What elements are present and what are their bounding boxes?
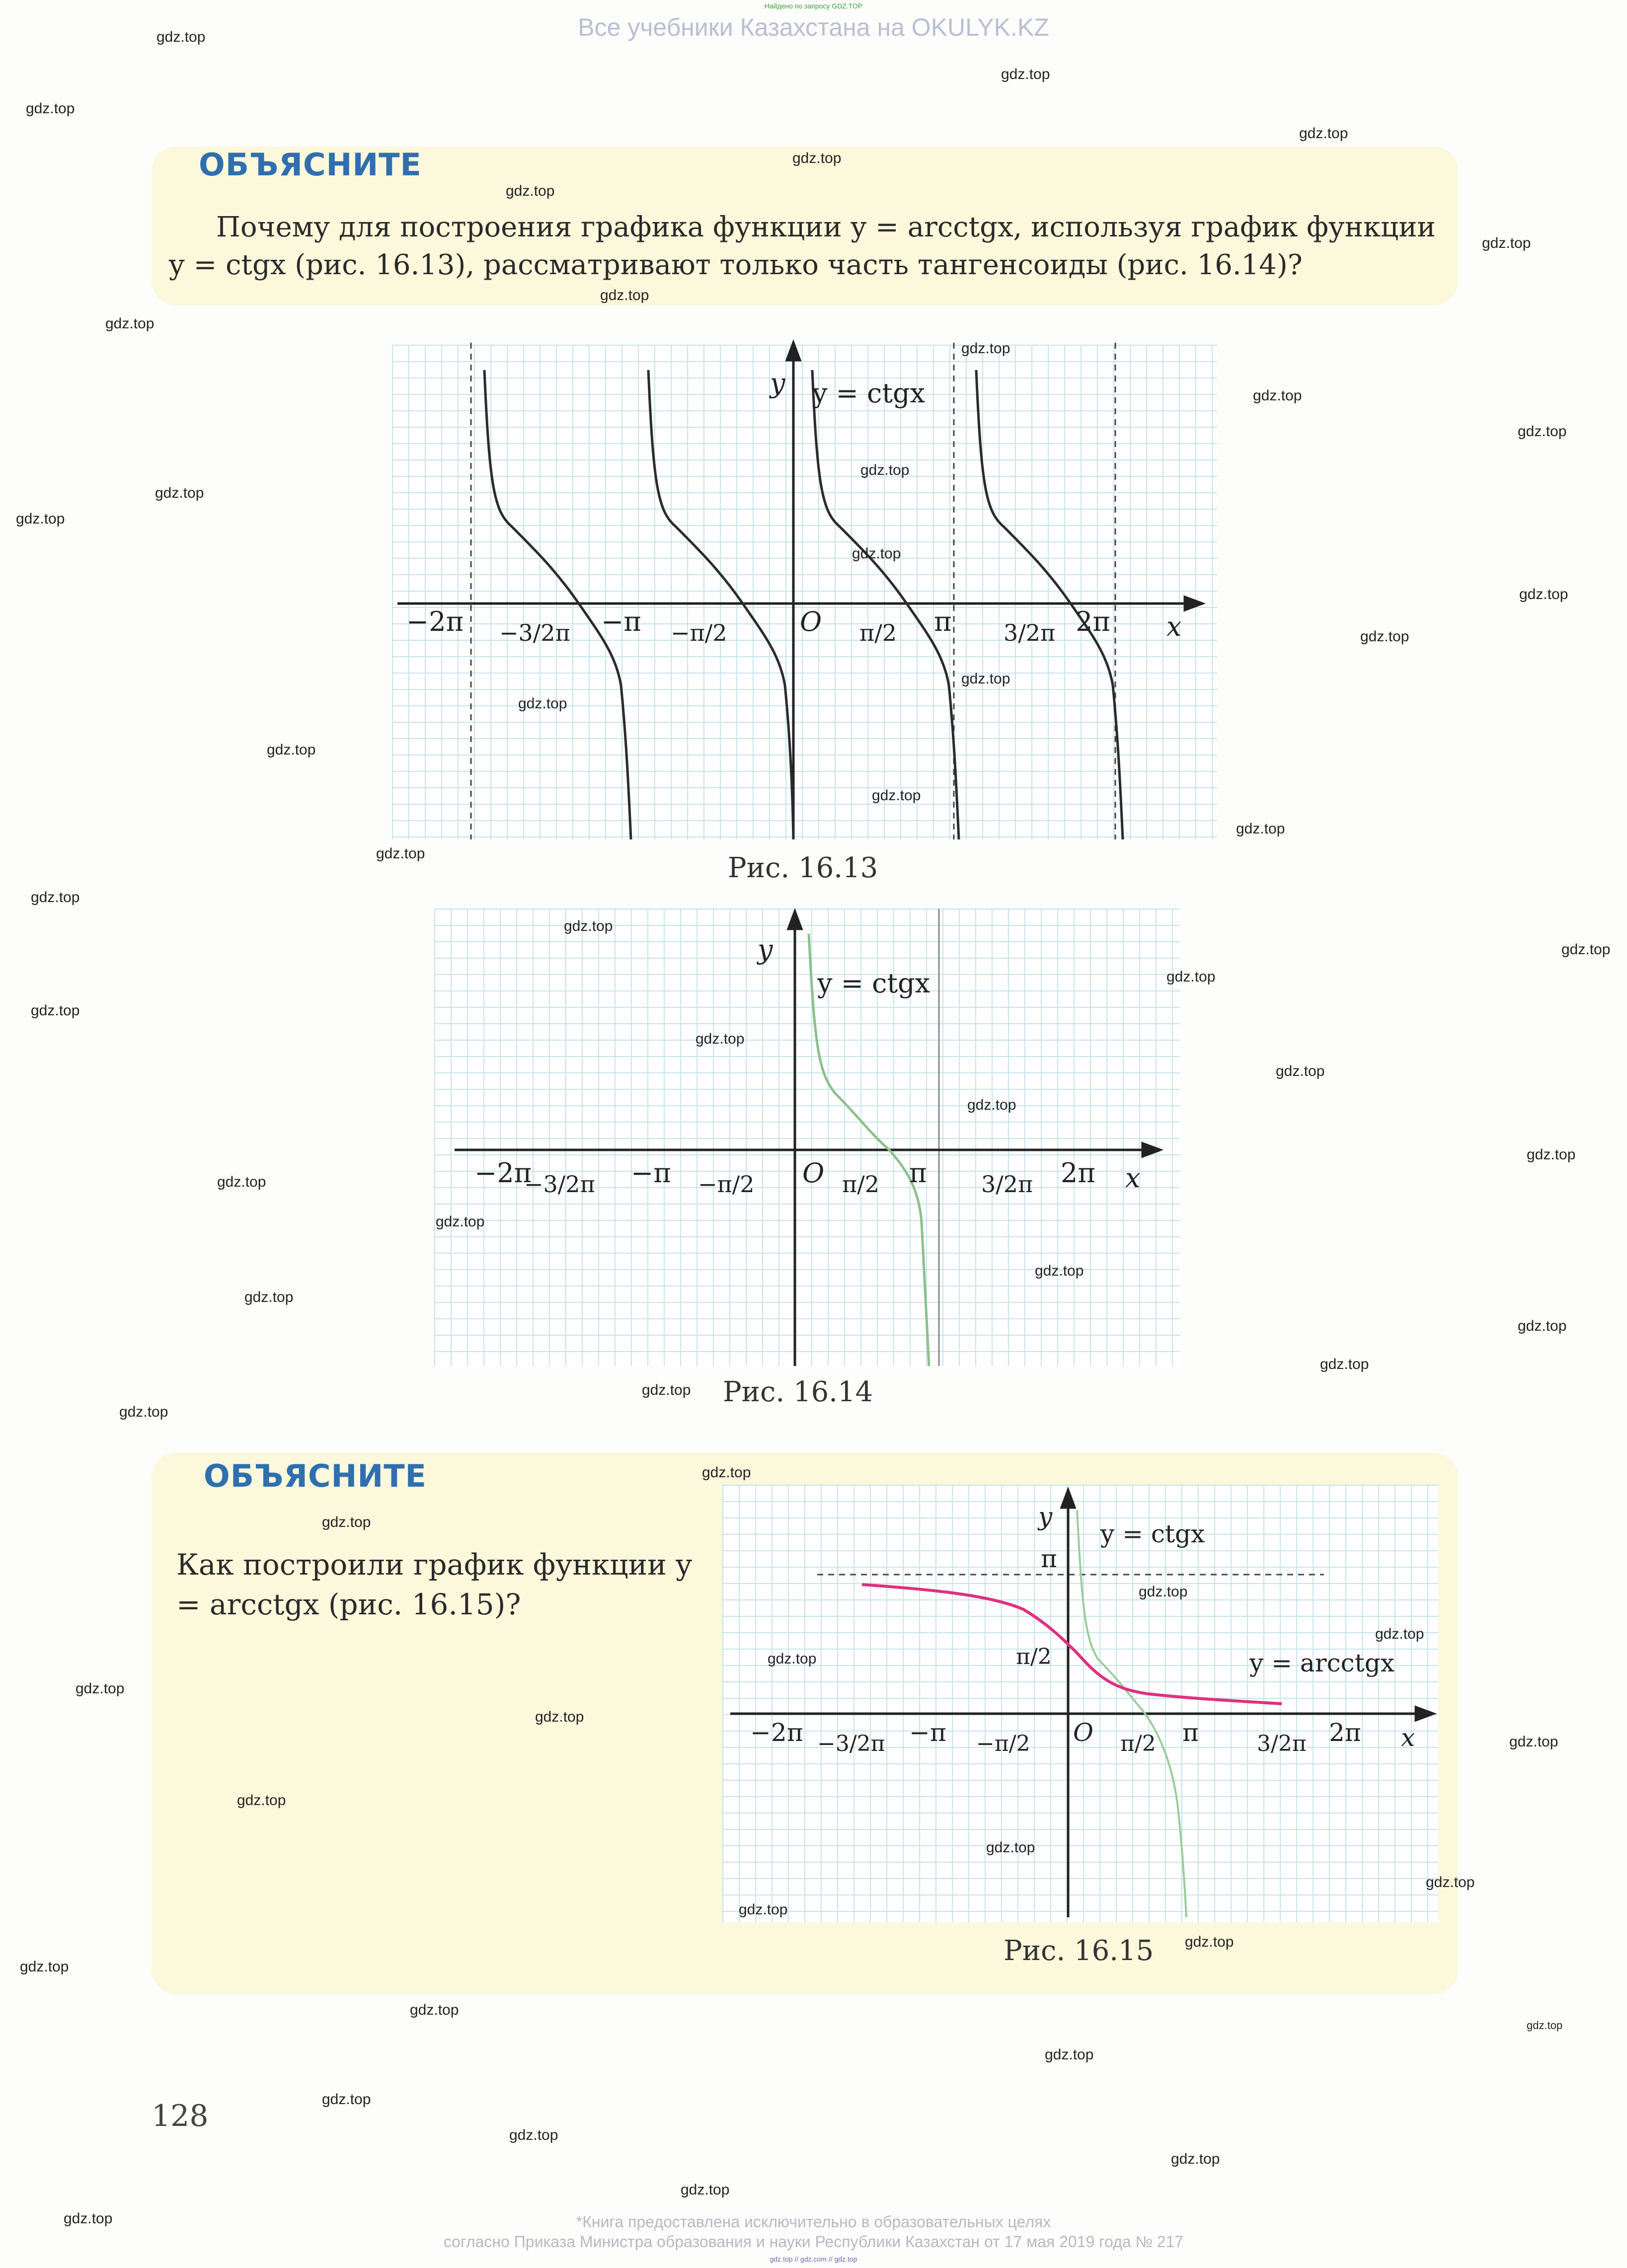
watermark: gdz.top — [1001, 66, 1050, 82]
watermark: gdz.top — [1166, 969, 1216, 985]
watermark: gdz.top — [961, 671, 1010, 687]
watermark: gdz.top — [244, 1289, 294, 1305]
tick-label: 3/2π — [1257, 1731, 1307, 1756]
watermark: gdz.top — [410, 2002, 459, 2018]
figure-16-13 — [387, 338, 1232, 844]
watermark: gdz.top — [702, 1464, 751, 1481]
watermark: gdz.top — [1519, 586, 1568, 603]
watermark: gdz.top — [967, 1097, 1016, 1113]
watermark: gdz.top — [105, 315, 155, 332]
watermark: gdz.top — [600, 287, 649, 303]
watermark: gdz.top — [322, 2091, 371, 2108]
tick-label: 2π — [1329, 1718, 1361, 1747]
watermark: gdz.top — [1045, 2046, 1094, 2063]
watermark: gdz.top — [20, 1959, 69, 1975]
tick-label: −2π — [474, 1157, 532, 1189]
watermark: gdz.top — [1236, 821, 1285, 837]
watermark: gdz.top — [961, 340, 1010, 357]
watermark: gdz.top — [1375, 1626, 1424, 1642]
x-axis-label: x — [1125, 1162, 1141, 1194]
footer-line-3: gdz.top // gdz.com // gdz.top — [770, 2255, 857, 2263]
explain-title-2: ОБЪЯСНИТЕ — [204, 1458, 427, 1494]
figure-16-14 — [432, 904, 1187, 1371]
watermark: gdz.top — [1299, 125, 1348, 142]
tick-label: π — [1182, 1718, 1199, 1747]
tick-label: 3/2π — [981, 1171, 1033, 1198]
watermark: gdz.top — [1360, 628, 1409, 645]
figure-16-15 — [720, 1480, 1446, 1927]
watermark: gdz.top — [31, 889, 80, 906]
func-label: y = ctgx — [812, 378, 926, 409]
tick-label: π — [934, 606, 952, 637]
tick-label: −π — [631, 1157, 671, 1189]
tick-label: π/2 — [842, 1171, 879, 1198]
top-banner: Все учебники Казахстана на OKULYK.KZ — [578, 13, 1049, 41]
tick-label: π/2 — [859, 619, 897, 646]
watermark: gdz.top — [1171, 2151, 1220, 2167]
watermark: gdz.top — [739, 1901, 788, 1918]
tick-label: π — [909, 1157, 927, 1189]
y-axis-label: y — [758, 934, 773, 965]
explain-question-2: Как построили график функции y = arcctgx (рис. 16.15)? — [176, 1548, 693, 1621]
footer-line-2: согласно Приказа Министра образования и науки Республики Казахстан от 17 мая 2019 года № 217 — [443, 2233, 1184, 2251]
origin-label: O — [1073, 1718, 1093, 1747]
watermark: gdz.top — [1518, 423, 1567, 440]
x-axis-label: x — [1166, 611, 1182, 642]
watermark: gdz.top — [1426, 1874, 1475, 1890]
tick-label: −π/2 — [976, 1731, 1030, 1756]
watermark: gdz.top — [1139, 1584, 1188, 1600]
footer-line-1: *Книга предоставлена исключительно в образовательных целях — [576, 2213, 1051, 2231]
func-label: y = ctgx — [817, 968, 930, 999]
watermark: gdz.top — [156, 29, 206, 45]
watermark: gdz.top — [322, 1514, 371, 1530]
watermark: gdz.top — [852, 545, 901, 562]
watermark: gdz.top — [1253, 387, 1302, 404]
watermark: gdz.top — [76, 1680, 125, 1697]
watermark: gdz.top — [518, 695, 567, 712]
origin-label: O — [800, 606, 822, 637]
watermark: gdz.top — [31, 1002, 80, 1019]
watermark: gdz.top — [564, 918, 613, 934]
watermark: gdz.top — [642, 1382, 691, 1398]
tick-label: −π — [909, 1718, 946, 1747]
top-note: Найдено по запросу GDZ.TOP — [764, 2, 863, 10]
explain-title-1: ОБЪЯСНИТЕ — [199, 147, 422, 183]
page-number: 128 — [152, 2099, 209, 2133]
watermark: gdz.top — [376, 845, 425, 862]
tick-label: −π/2 — [671, 619, 727, 646]
watermark: gdz.top — [1035, 1263, 1084, 1279]
watermark: gdz.top — [681, 2182, 730, 2198]
watermark: gdz.top — [696, 1031, 745, 1047]
watermark: gdz.top — [1527, 1146, 1576, 1163]
watermark: gdz.top — [1561, 941, 1611, 958]
tick-label: −3/2π — [524, 1171, 595, 1198]
watermark: gdz.top — [986, 1839, 1035, 1856]
watermark: gdz.top — [1276, 1063, 1325, 1079]
y-axis-label: y — [1038, 1502, 1053, 1531]
tick-label: −3/2π — [499, 619, 570, 646]
y-axis-label: y — [770, 368, 785, 399]
watermark: gdz.top — [267, 742, 316, 758]
watermark: gdz.top — [119, 1404, 168, 1420]
tick-label: −3/2π — [817, 1731, 885, 1756]
grid — [392, 345, 1217, 839]
watermark: gdz.top — [506, 183, 555, 199]
watermark: gdz.top — [436, 1213, 485, 1230]
func-label-ctg: y = ctgx — [1100, 1519, 1205, 1548]
watermark: gdz.top — [1320, 1356, 1369, 1372]
watermark: gdz.top — [237, 1792, 286, 1809]
watermark: gdz.top — [792, 150, 842, 166]
func-label-arcctg: y = arcctgx — [1249, 1649, 1395, 1677]
watermark: gdz.top — [1518, 1318, 1567, 1334]
tick-label: −2π — [750, 1718, 803, 1747]
watermark: gdz.top — [535, 1709, 584, 1725]
watermark: gdz.top — [1185, 1934, 1234, 1950]
figure-caption: Рис. 16.13 — [728, 852, 878, 884]
watermark: gdz.top — [217, 1174, 266, 1190]
watermark: gdz.top — [509, 2127, 558, 2143]
figure-caption: Рис. 16.15 — [1004, 1935, 1154, 1967]
x-axis-label: x — [1401, 1723, 1415, 1752]
watermark: gdz.top — [768, 1651, 817, 1667]
watermark: gdz.top — [1482, 235, 1531, 251]
watermark: gdz.top — [872, 787, 921, 804]
tick-label: π/2 — [1120, 1731, 1156, 1756]
y-half-pi-label: π/2 — [1016, 1644, 1052, 1669]
tick-label: −π — [601, 606, 641, 637]
watermark: gdz.top — [64, 2210, 113, 2227]
figure-caption: Рис. 16.14 — [723, 1376, 873, 1408]
watermark: gdz.top — [860, 462, 910, 478]
watermark: gdz.top — [1527, 2019, 1563, 2032]
y-pi-label: π — [1041, 1544, 1057, 1573]
watermark: gdz.top — [1509, 1734, 1558, 1750]
tick-label: −π/2 — [698, 1171, 755, 1198]
tick-label: 2π — [1061, 1157, 1095, 1189]
watermark: gdz.top — [26, 100, 75, 117]
tick-label: 2π — [1076, 606, 1110, 637]
origin-label: O — [802, 1157, 825, 1189]
watermark: gdz.top — [16, 511, 65, 527]
watermark: gdz.top — [155, 485, 204, 501]
explain-question-1: Почему для построения графика функции y = arcctgx, используя график функции y = ctgx (рис. 16.13), рассматривают только часть тангенсоиды (рис. 16.14)? — [169, 211, 1436, 281]
tick-label: 3/2π — [1004, 619, 1056, 646]
tick-label: −2π — [406, 606, 464, 637]
